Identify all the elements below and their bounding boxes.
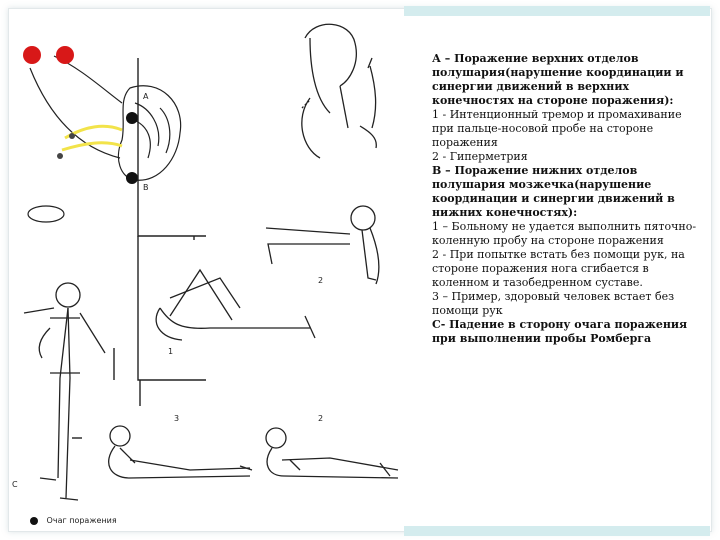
label-a: А [143,92,149,101]
finger-nose-figure [302,24,376,158]
arms-out-figure [266,206,379,284]
section-a-heading: А – Поражение верхних отделов полушария(нарушение координации и синергии движений в верхних конечностях на стороне поражения): [432,52,684,107]
lesion-dot-right [56,46,74,64]
spinal-section [28,206,64,222]
section-b-heading: В – Поражение нижних отделов полушария мозжечка(нарушение координации и синергии движений в нижних конечностях): [432,164,675,219]
label-1-knee: 1 [168,347,174,356]
situp-figure-3 [109,426,252,478]
section-b-item-1: 1 – Больному не удается выполнить пяточно-коленную пробу на стороне поражения [432,220,697,247]
cerebellum-fold-2 [134,120,150,158]
section-b-item-3: 3 – Пример, здоровый человек встает без помощи рук [432,290,675,317]
cerebellar-lesion-illustration [10,8,402,532]
label-b: В [143,183,149,192]
situp-figure-2 [266,428,398,478]
heel-knee-figure [156,270,315,340]
illustration-svg [10,8,402,532]
connector-lines [72,58,206,438]
label-3: 3 [174,414,180,423]
section-a-item-2: 2 - Гиперметрия [432,150,528,163]
cerebellum-fold-3 [160,108,170,153]
description-panel [432,52,704,346]
lesion-marker-b [126,172,138,184]
label-c: С [12,480,18,489]
romberg-figure [24,283,105,500]
cerebellum-diagram [28,56,181,222]
label-1-arms: 2 [318,276,324,285]
label-2-situp: 2 [318,414,324,423]
lesion-marker-a [126,112,138,124]
section-a-item-1: 1 - Интенционный тремор и промахивание при пальце-носовой пробе на стороне поражения [432,108,682,149]
lesion-dot-left [23,46,41,64]
top-accent-bar [404,6,710,16]
legend-dot-icon [30,517,38,525]
legend-label: Очаг поражения [46,516,117,525]
section-c-heading: С- Падение в сторону очага поражения при выполнении пробы Ромберга [432,318,688,345]
bottom-accent-bar [404,526,710,536]
nucleus-dot-1 [69,133,75,139]
cerebellum-outline [118,86,180,180]
legend-lesion [30,516,117,525]
nucleus-dot-2 [57,153,63,159]
section-b-item-2: 2 - При попытке встать без помощи рук, на стороне поражения нога сгибается в коленном и тазобедренном суставе. [432,248,685,289]
